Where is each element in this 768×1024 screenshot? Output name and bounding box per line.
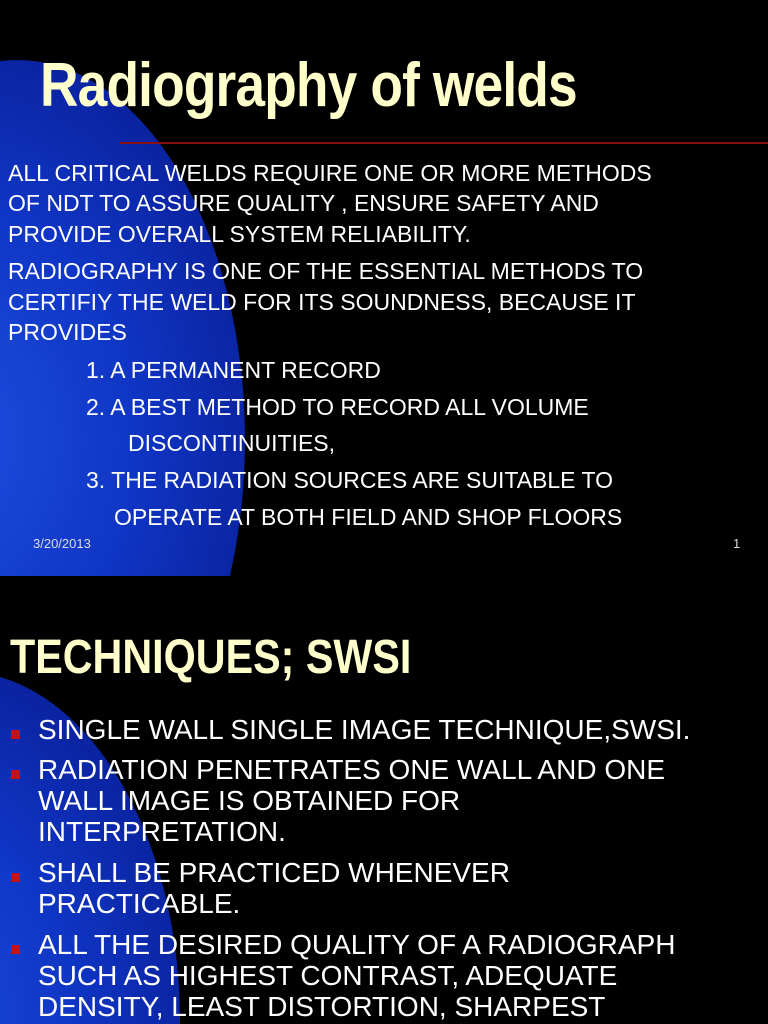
paragraph-line: ALL CRITICAL WELDS REQUIRE ONE OR MORE METHODS xyxy=(8,160,652,186)
bullet-line: SHALL BE PRACTICED WHENEVER xyxy=(38,857,510,888)
paragraph-line: OF NDT TO ASSURE QUALITY , ENSURE SAFETY AND xyxy=(8,190,599,216)
slide-title: TECHNIQUES; SWSI xyxy=(10,631,412,684)
paragraph-line: PROVIDES xyxy=(8,319,127,345)
bullet-line: RADIATION PENETRATES ONE WALL AND ONE xyxy=(38,754,665,785)
bullet-line: SINGLE WALL SINGLE IMAGE TECHNIQUE,SWSI. xyxy=(38,714,691,745)
paragraph-line: RADIOGRAPHY IS ONE OF THE ESSENTIAL METHODS TO xyxy=(8,258,644,284)
slide-title: Radiography of welds xyxy=(40,51,577,120)
list-item-continuation: OPERATE AT BOTH FIELD AND SHOP FLOORS xyxy=(114,504,623,530)
bullet-marker xyxy=(11,873,20,882)
list-item: 3. THE RADIATION SOURCES ARE SUITABLE TO xyxy=(86,467,614,493)
title-divider xyxy=(120,142,768,144)
paragraph-line: CERTIFIY THE WELD FOR ITS SOUNDNESS, BECAUSE IT xyxy=(8,289,636,315)
list-item: 1. A PERMANENT RECORD xyxy=(86,357,381,383)
paragraph-line: PROVIDE OVERALL SYSTEM RELIABILITY. xyxy=(8,221,471,247)
list-item-continuation: DISCONTINUITIES, xyxy=(128,430,336,456)
bullet-line: WALL IMAGE IS OBTAINED FOR xyxy=(38,785,461,816)
bullet-marker xyxy=(11,945,20,954)
bullet-line: ALL THE DESIRED QUALITY OF A RADIOGRAPH xyxy=(38,929,676,960)
bullet-marker xyxy=(11,770,20,779)
list-item: 2. A BEST METHOD TO RECORD ALL VOLUME xyxy=(86,394,589,420)
slide-date: 3/20/2013 xyxy=(33,536,91,551)
bullet-marker xyxy=(11,730,20,739)
slide-number: 1 xyxy=(733,536,741,551)
bullet-line: DENSITY, LEAST DISTORTION, SHARPEST xyxy=(38,991,606,1022)
bullet-line: INTERPRETATION. xyxy=(38,816,286,847)
bullet-line: SUCH AS HIGHEST CONTRAST, ADEQUATE xyxy=(38,960,618,991)
slide-2 xyxy=(0,576,768,1024)
bullet-line: PRACTICABLE. xyxy=(38,888,241,919)
